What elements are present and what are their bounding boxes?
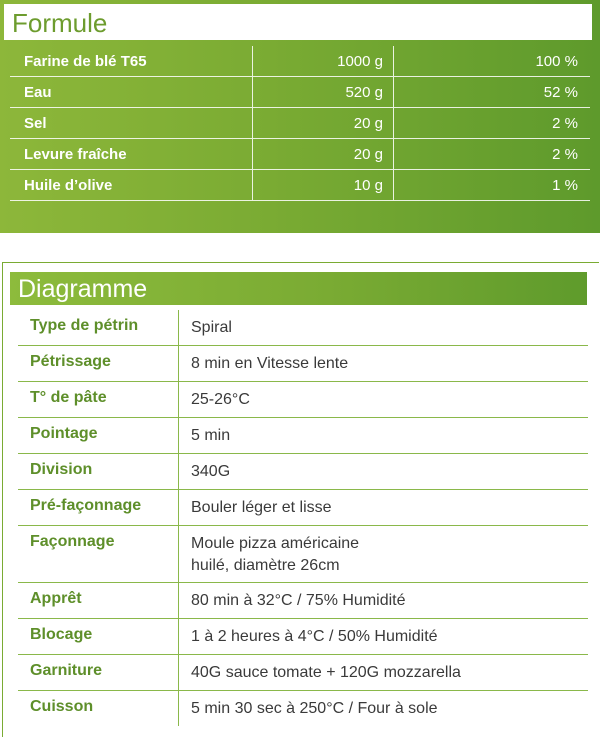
ingredient-name: Farine de blé T65	[10, 46, 253, 77]
step-value: 8 min en Vitesse lente	[179, 346, 589, 382]
formule-row	[10, 46, 590, 77]
step-label: Cuisson	[30, 698, 94, 715]
ingredient-percentage: 1 %	[394, 170, 591, 201]
step-label: Type de pétrin	[18, 310, 179, 346]
ingredient-percentage: 100 %	[394, 46, 591, 77]
diagramme-row	[18, 691, 588, 727]
step-label: T° de pâte	[18, 382, 179, 418]
step-value: 5 min 30 sec à 250°C / Four à sole	[179, 691, 589, 727]
step-label: Apprêt	[18, 583, 179, 619]
step-value: 25-26°C	[179, 382, 589, 418]
ingredient-name: Eau	[10, 77, 253, 108]
ingredient-quantity: 20 g	[253, 139, 394, 170]
formule-row	[10, 108, 590, 139]
diagramme-row	[18, 583, 588, 619]
step-value-line: huilé, diamètre 26cm	[191, 557, 340, 574]
diagramme-row	[18, 490, 588, 526]
ingredient-percentage: 52 %	[394, 77, 591, 108]
formule-title-bar	[4, 4, 592, 40]
ingredient-name: Huile d’olive	[10, 170, 253, 201]
formule-row	[10, 170, 590, 201]
step-label: Pétrissage	[18, 346, 179, 382]
ingredient-quantity: 10 g	[253, 170, 394, 201]
diagramme-row	[18, 418, 588, 454]
step-value: 80 min à 32°C / 75% Humidité	[179, 583, 589, 619]
diagramme-row	[18, 655, 588, 691]
ingredient-quantity: 20 g	[253, 108, 394, 139]
step-value: Bouler léger et lisse	[179, 490, 589, 526]
formule-table	[10, 46, 590, 201]
diagramme-table	[18, 310, 588, 726]
formule-row	[10, 139, 590, 170]
diagramme-panel	[0, 262, 600, 738]
diagramme-row	[18, 310, 588, 346]
diagramme-row	[18, 382, 588, 418]
formule-panel	[0, 0, 600, 233]
step-value: 340G	[179, 454, 589, 490]
step-value: Spiral	[179, 310, 589, 346]
ingredient-name: Levure fraîche	[10, 139, 253, 170]
ingredient-name: Sel	[10, 108, 253, 139]
step-label: Garniture	[18, 655, 179, 691]
step-label: Blocage	[18, 619, 179, 655]
ingredient-quantity: 1000 g	[253, 46, 394, 77]
diagramme-row	[18, 526, 588, 583]
step-label: Division	[18, 454, 179, 490]
step-value: 40G sauce tomate + 120G mozzarella	[179, 655, 589, 691]
step-value: 1 à 2 heures à 4°C / 50% Humidité	[179, 619, 589, 655]
step-value: 5 min	[179, 418, 589, 454]
step-label: Pointage	[18, 418, 179, 454]
diagramme-row	[18, 346, 588, 382]
diagramme-title-bar	[10, 272, 587, 305]
diagramme-row	[18, 454, 588, 490]
step-label: Façonnage	[18, 526, 179, 583]
ingredient-percentage: 2 %	[394, 139, 591, 170]
step-value-line: Moule pizza américaine	[191, 535, 360, 552]
diagramme-title: Diagramme	[18, 275, 148, 303]
formule-row	[10, 77, 590, 108]
diagramme-row	[18, 619, 588, 655]
ingredient-quantity: 520 g	[253, 77, 394, 108]
formule-title: Formule	[12, 8, 108, 38]
step-label: Pré-façonnage	[18, 490, 179, 526]
ingredient-percentage: 2 %	[394, 108, 591, 139]
step-value	[179, 526, 589, 583]
